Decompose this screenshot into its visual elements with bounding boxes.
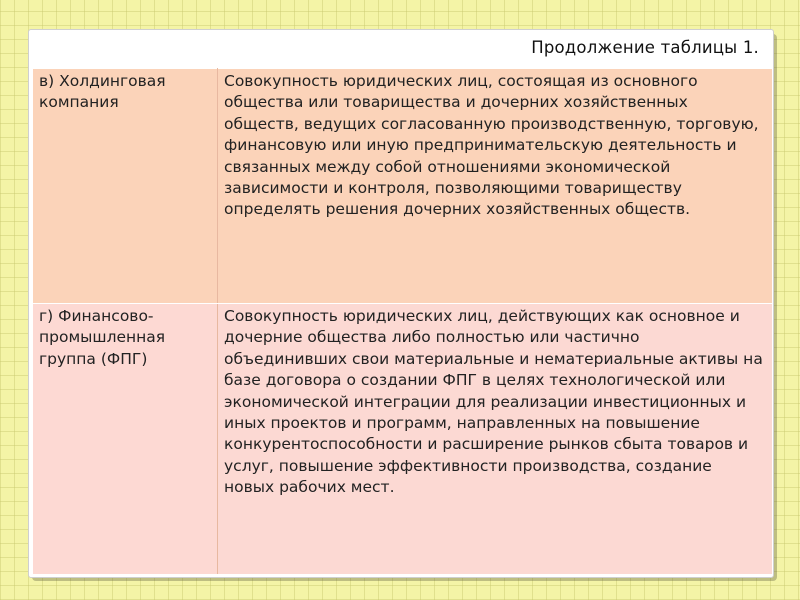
term-cell: в) Холдинговая компания: [33, 69, 218, 304]
definitions-table: [32, 68, 773, 575]
slide: [28, 29, 774, 578]
term-cell: г) Финансово-промышленная группа (ФПГ): [33, 304, 218, 575]
definition-cell: Совокупность юридических лиц, действующих как основное и дочерние общества либо полностью или частично объединивших свои материальные и нематериальные активы на базе договора о создании ФПГ в целях технологической или экономической интеграции для реализации инвестиционных и иных проектов и программ, направленных на повышение конкурентоспособности и расширение рынков сбыта товаров и услуг, повышение эффективности производства, создание новых рабочих мест.: [218, 304, 773, 575]
table-caption: Продолжение таблицы 1.: [531, 38, 759, 57]
table-row: [33, 304, 773, 575]
definition-cell: Совокупность юридических лиц, состоящая из основного общества или товарищества и дочерних хозяйственных обществ, ведущих согласованную производственную, торговую, финансовую или иную предпринимательскую деятельность и связанных между собой отношениями экономической зависимости и контроля, позволяющими товариществу определять решения дочерних хозяйственных обществ.: [218, 69, 773, 304]
table-row: [33, 69, 773, 304]
